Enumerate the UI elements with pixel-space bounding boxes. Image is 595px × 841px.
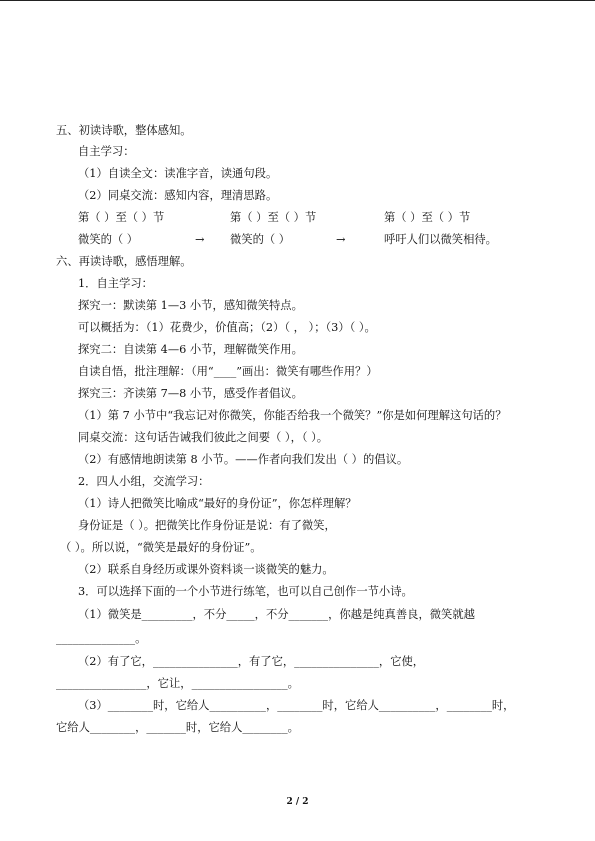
charm-discussion: （2）联系自身经历或课外资料谈一谈微笑的魅力。 (78, 563, 334, 576)
id-card-line-2: （ ）。所以说，“微笑是最好的身份证”。 (60, 541, 262, 554)
poem-3-line-1: （3）________时，它给人__________，________时，它给人__________，________时， (78, 699, 515, 712)
explore-2: 探究二：自读第 4—6 小节，理解微笑作用。 (78, 343, 303, 356)
question-7: （1）第 7 小节中“我忘记对你微笑，你能否给我一个微笑？”你是如何理解这句话的？ (78, 409, 507, 422)
poem-3-line-2: 它给人________，_______时，它给人________。 (56, 721, 299, 734)
smile-blank-2: 微笑的（ ） (230, 233, 291, 246)
annotate-instruction: 自读自悟，批注理解：（用“____”画出：微笑有哪些作用？） (78, 365, 378, 378)
section-5-heading: 五、初读诗歌，整体感知。 (56, 124, 192, 137)
arrow-2: → (336, 233, 346, 246)
explore-3: 探究三：齐读第 7—8 小节，感受作者倡议。 (78, 387, 303, 400)
section-range-2: 第（ ）至（ ）节 (230, 211, 317, 224)
summary-blanks: 可以概括为：（1）花费少，价值高；（2）（ ， ）；（3）（ ）。 (78, 321, 376, 334)
section-range-3: 第（ ）至（ ）节 (384, 211, 471, 224)
task-peer-exchange: （2）同桌交流：感知内容，理清思路。 (78, 189, 278, 202)
item-1-self-study: 1．自主学习： (78, 277, 153, 290)
poem-1-line-2: ______________。 (56, 632, 147, 645)
poem-2-line-2: ________________，它让，_________________。 (56, 677, 299, 690)
id-card-line-1: 身份证是（ ）。把微笑比作身份证是说：有了微笑， (78, 519, 336, 532)
item-2-group: 2．四人小组，交流学习： (78, 475, 210, 488)
page-top-rule (0, 0, 595, 1)
item-3-writing: 3．可以选择下面的一个小节进行练笔，也可以自己创作一节小诗。 (78, 585, 413, 598)
section-range-1: 第（ ）至（ ）节 (78, 211, 165, 224)
read-section-8: （2）有感情地朗读第 8 小节。——作者向我们发出（ ）的倡议。 (78, 453, 409, 466)
page-number: 2 / 2 (286, 797, 309, 807)
smile-blank-1: 微笑的（ ） (78, 233, 139, 246)
call-to-smile: 呼吁人们以微笑相待。 (384, 233, 497, 246)
self-study-label: 自主学习： (78, 145, 135, 158)
poem-2-line-1: （2）有了它，_______________，有了它，_______________，它使， (78, 655, 425, 668)
peer-exchange-blanks: 同桌交流：这句话告诫我们彼此之间要（ ），（ ）。 (78, 431, 329, 444)
arrow-1: → (195, 233, 205, 246)
section-6-heading: 六、再读诗歌，感悟理解。 (56, 255, 192, 268)
metaphor-question: （1）诗人把微笑比喻成“最好的身份证”，你怎样理解？ (78, 497, 357, 510)
explore-1: 探究一：默读第 1—3 小节，感知微笑特点。 (78, 299, 303, 312)
task-read-aloud: （1）自读全文：读准字音，读通句段。 (78, 167, 278, 180)
poem-1-line-1: （1）微笑是_________，不分_____，不分_______，你越是纯真善良，微笑就越 (78, 608, 475, 621)
